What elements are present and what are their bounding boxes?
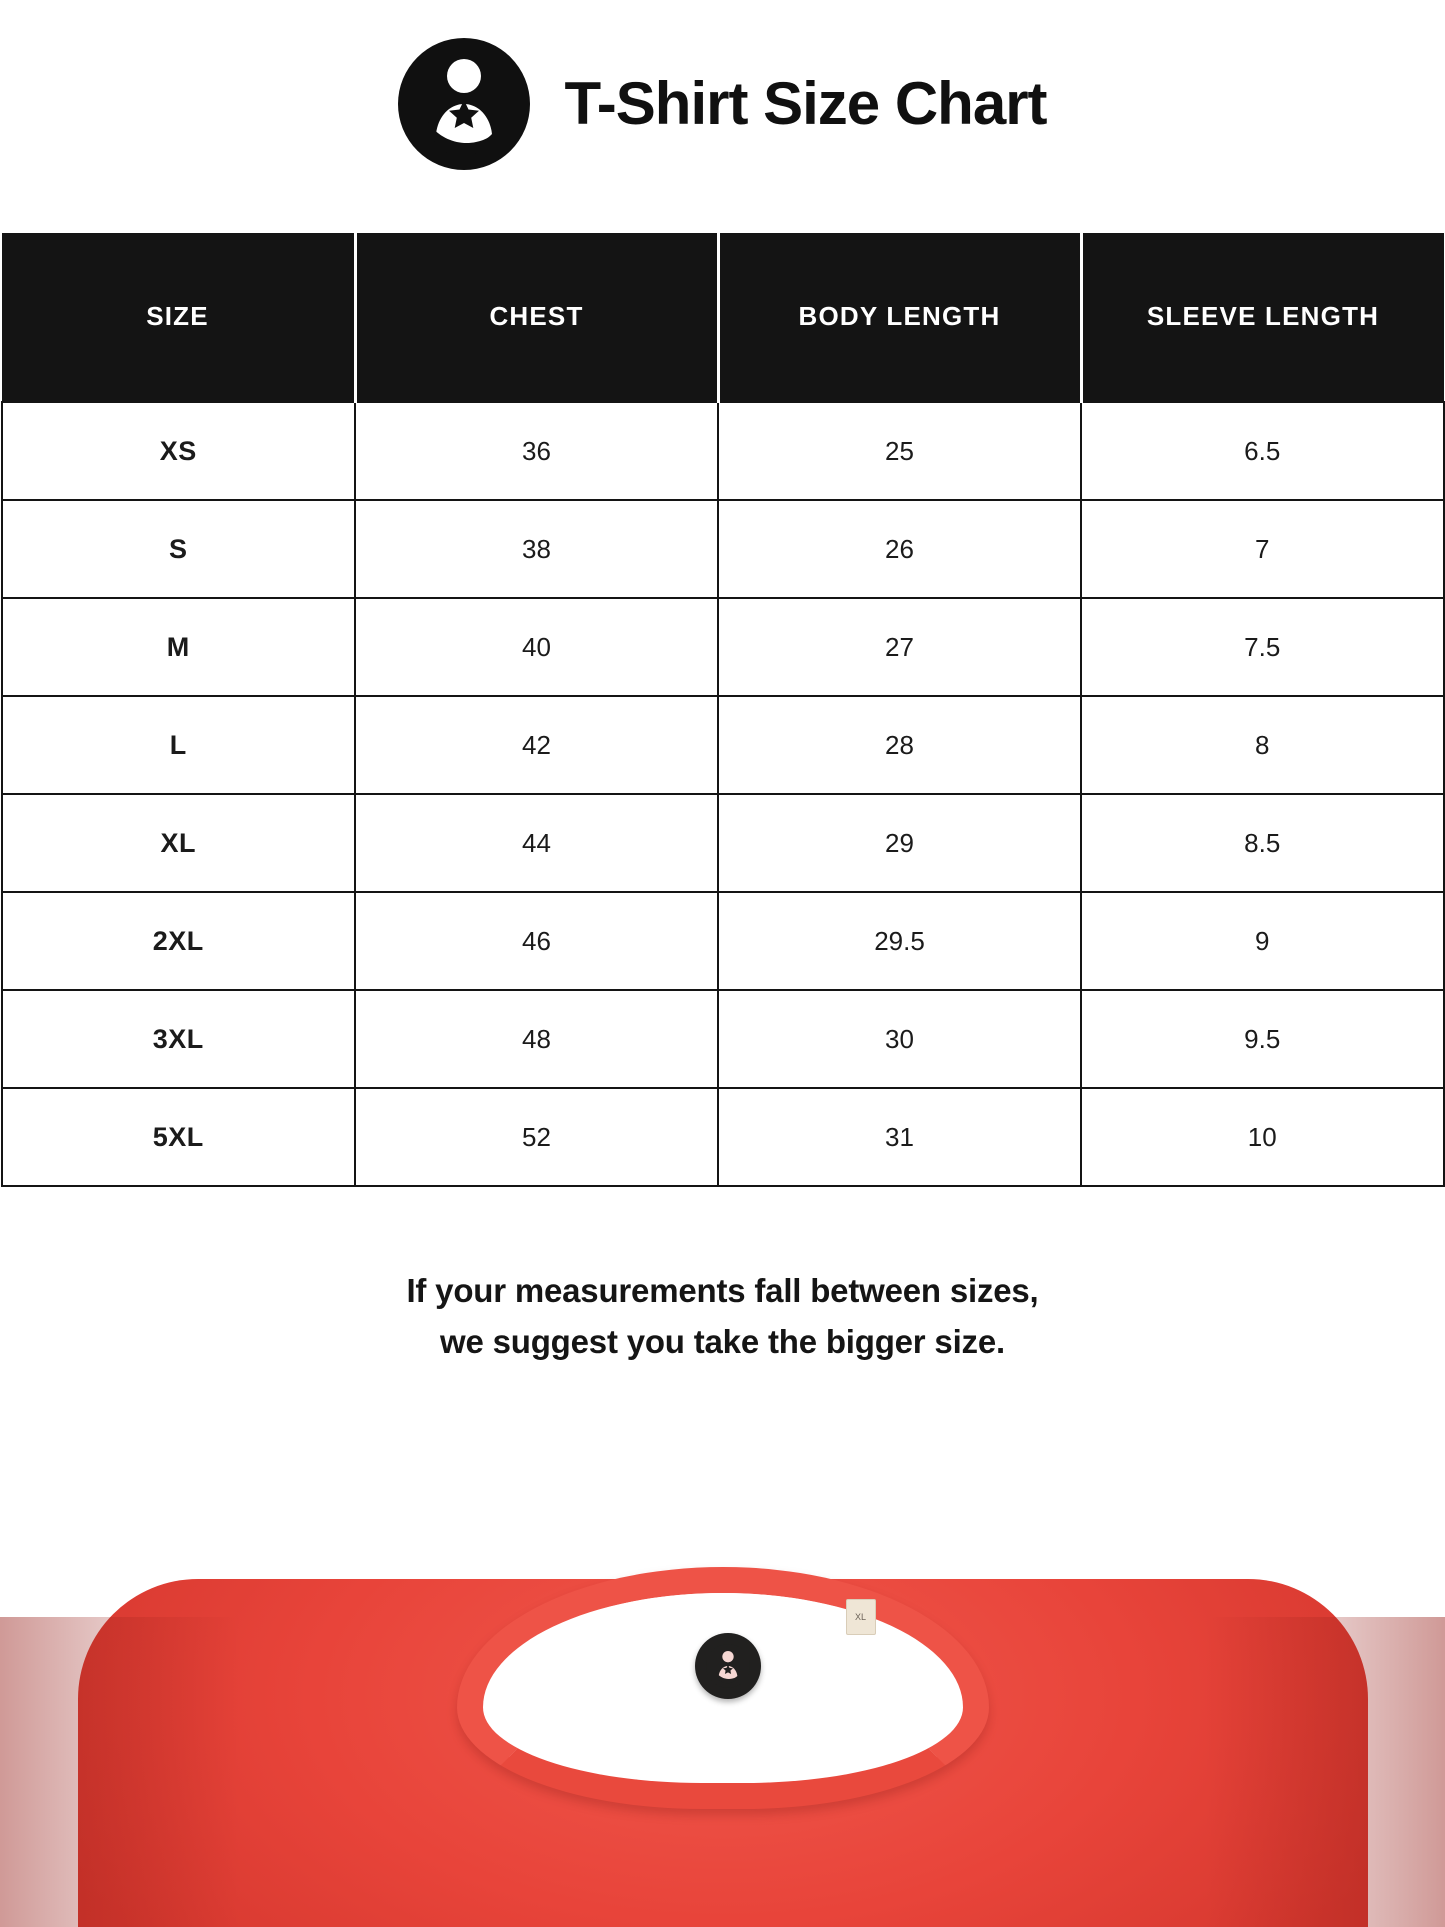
column-header-size: SIZE (2, 233, 356, 402)
tshirt-shadow-right (1205, 1617, 1445, 1927)
cell-size: XL (2, 794, 356, 892)
cell-sleeve-length: 7.5 (1081, 598, 1444, 696)
page-header (398, 38, 1046, 170)
neck-tag-logo-icon (695, 1633, 761, 1699)
cell-sleeve-length: 9.5 (1081, 990, 1444, 1088)
table-row (2, 696, 1444, 794)
cell-sleeve-length: 7 (1081, 500, 1444, 598)
cell-sleeve-length: 10 (1081, 1088, 1444, 1186)
cell-body-length: 28 (718, 696, 1081, 794)
cell-body-length: 31 (718, 1088, 1081, 1186)
cell-size: M (2, 598, 356, 696)
cell-size: L (2, 696, 356, 794)
size-table (1, 233, 1445, 1187)
cell-chest: 52 (355, 1088, 718, 1186)
cell-body-length: 29 (718, 794, 1081, 892)
cell-body-length: 29.5 (718, 892, 1081, 990)
cell-chest: 38 (355, 500, 718, 598)
cell-sleeve-length: 8 (1081, 696, 1444, 794)
table-body (2, 402, 1444, 1186)
table-row (2, 500, 1444, 598)
cell-sleeve-length: 8.5 (1081, 794, 1444, 892)
column-header-sleeve-length: SLEEVE LENGTH (1081, 233, 1444, 402)
table-row (2, 402, 1444, 500)
cell-chest: 48 (355, 990, 718, 1088)
cell-body-length: 26 (718, 500, 1081, 598)
table-row (2, 1088, 1444, 1186)
table-header-row (2, 233, 1444, 402)
table-row (2, 990, 1444, 1088)
cell-body-length: 27 (718, 598, 1081, 696)
column-header-chest: CHEST (355, 233, 718, 402)
cell-size: 5XL (2, 1088, 356, 1186)
cell-size: 2XL (2, 892, 356, 990)
product-photo (0, 1557, 1445, 1927)
column-header-body-length: BODY LENGTH (718, 233, 1081, 402)
cell-size: S (2, 500, 356, 598)
sizing-note-line-1: If your measurements fall between sizes, (406, 1272, 1039, 1309)
table-row (2, 598, 1444, 696)
tshirt-shadow-left (0, 1617, 240, 1927)
cell-sleeve-length: 9 (1081, 892, 1444, 990)
cell-size: 3XL (2, 990, 356, 1088)
cell-chest: 46 (355, 892, 718, 990)
sizing-note-line-2: we suggest you take the bigger size. (440, 1323, 1005, 1361)
sizing-note (406, 1265, 1038, 1367)
cell-chest: 40 (355, 598, 718, 696)
cell-body-length: 25 (718, 402, 1081, 500)
size-table-container (30, 233, 1415, 1187)
page-title: T-Shirt Size Chart (564, 70, 1047, 137)
neck-size-label: XL (846, 1599, 876, 1635)
table-row (2, 892, 1444, 990)
table-header (2, 233, 1444, 402)
cell-sleeve-length: 6.5 (1081, 402, 1444, 500)
cell-body-length: 30 (718, 990, 1081, 1088)
cell-chest: 44 (355, 794, 718, 892)
cell-size: XS (2, 402, 356, 500)
cell-chest: 36 (355, 402, 718, 500)
cell-chest: 42 (355, 696, 718, 794)
table-row (2, 794, 1444, 892)
person-in-circle-logo-icon (398, 38, 530, 170)
